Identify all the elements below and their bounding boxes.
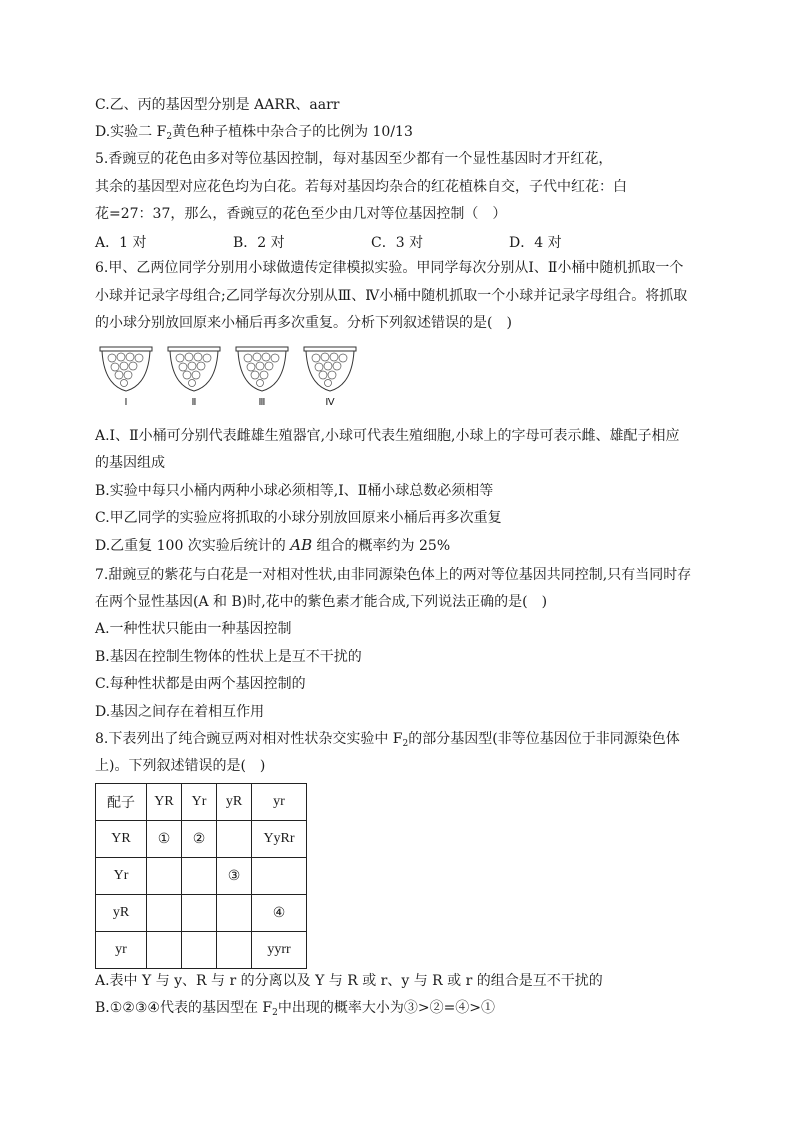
table-row bbox=[96, 784, 307, 821]
bucket-4 bbox=[302, 345, 358, 411]
q5-option-d: D．4 对 bbox=[509, 235, 562, 251]
bucket-icon bbox=[166, 345, 222, 395]
table-cell bbox=[147, 932, 182, 969]
q4-option-d: D.实验二 $F_2$黄色种子植株中杂合子的比例为 10/13 bbox=[95, 124, 413, 142]
table-cell: ② bbox=[182, 821, 217, 858]
q5-options bbox=[95, 232, 705, 250]
table-row bbox=[96, 895, 307, 932]
table-cell bbox=[252, 858, 307, 895]
table-cell: ④ bbox=[252, 895, 307, 932]
table-cell: 配子 bbox=[96, 784, 147, 821]
q6-stem-line2: 小球并记录字母组合;乙同学每次分别从Ⅲ、Ⅳ小桶中随机抓取一个小球并记录字母组合。将抓取 bbox=[95, 288, 688, 304]
q6-option-a-line2: 的基因组成 bbox=[95, 455, 165, 471]
q5-stem-line2: 其余的基因型对应花色均为白花。若每对基因均杂合的红花植株自交，子代中红花：白 bbox=[95, 179, 627, 195]
bucket-3 bbox=[234, 345, 290, 411]
ab-formula: AB bbox=[290, 536, 313, 554]
table-cell: Yr bbox=[182, 784, 217, 821]
bucket-icon bbox=[234, 345, 290, 395]
table-cell: YR bbox=[96, 821, 147, 858]
bucket-2 bbox=[166, 345, 222, 411]
table-cell bbox=[217, 932, 252, 969]
q7-option-d: D.基因之间存在着相互作用 bbox=[95, 704, 265, 720]
table-cell: yr bbox=[252, 784, 307, 821]
table-cell: yR bbox=[217, 784, 252, 821]
gamete-table bbox=[95, 783, 307, 969]
bucket-icon bbox=[98, 345, 154, 395]
table-cell: yyrr bbox=[252, 932, 307, 969]
table-cell: Yr bbox=[96, 858, 147, 895]
q7-option-b: B.基因在控制生物体的性状上是互不干扰的 bbox=[95, 649, 362, 665]
q5-stem-line1: 5.香豌豆的花色由多对等位基因控制，每对基因至少都有一个显性基因时才开红花， bbox=[95, 151, 613, 167]
table-cell: YR bbox=[147, 784, 182, 821]
table-cell: ① bbox=[147, 821, 182, 858]
table-row bbox=[96, 932, 307, 969]
table-cell bbox=[217, 821, 252, 858]
bucket-label: Ⅳ bbox=[325, 397, 335, 408]
table-row bbox=[96, 821, 307, 858]
q5-option-b: B．2 对 bbox=[233, 235, 285, 251]
bucket-label: Ⅰ bbox=[124, 397, 128, 408]
bucket-figure bbox=[98, 345, 358, 415]
table-cell: yR bbox=[96, 895, 147, 932]
q8-stem-line1: 8.下表列出了纯合豌豆两对相对性状杂交实验中 $F_2$的部分基因型(非等位基因位于非同源染色体 bbox=[95, 731, 680, 749]
table-cell bbox=[147, 858, 182, 895]
q6-option-a-line1: A.Ⅰ、Ⅱ小桶可分别代表雌雄生殖器官,小球可代表生殖细胞,小球上的字母可表示雌、雄配子相应 bbox=[95, 428, 680, 444]
q7-stem-line2: 在两个显性基因(A 和 B)时,花中的紫色素才能合成,下列说法正确的是( ) bbox=[95, 594, 548, 610]
q7-option-c: C.每种性状都是由两个基因控制的 bbox=[95, 676, 306, 692]
q7-option-a: A.一种性状只能由一种基因控制 bbox=[95, 621, 292, 637]
q8-option-a: A.表中 Y 与 y、R 与 r 的分离以及 Y 与 R 或 r、y 与 R 或 r 的组合是互不干扰的 bbox=[95, 973, 603, 989]
table-cell: ③ bbox=[217, 858, 252, 895]
bucket-label: Ⅱ bbox=[191, 397, 197, 408]
q6-option-b: B.实验中每只小桶内两种小球必须相等,Ⅰ、Ⅱ桶小球总数必须相等 bbox=[95, 483, 494, 499]
table-cell: yr bbox=[96, 932, 147, 969]
q5-option-a: A．1 对 bbox=[95, 235, 147, 251]
table-cell bbox=[182, 932, 217, 969]
q5-option-c: C．3 对 bbox=[371, 235, 424, 251]
table-cell bbox=[217, 895, 252, 932]
table-cell bbox=[182, 858, 217, 895]
q4-option-c: C.乙、丙的基因型分别是 AARR、aarr bbox=[95, 97, 340, 113]
bucket-icon bbox=[302, 345, 358, 395]
table-cell bbox=[147, 895, 182, 932]
q6-stem-line1: 6.甲、乙两位同学分别用小球做遗传定律模拟实验。甲同学每次分别从Ⅰ、Ⅱ小桶中随机抓取一个 bbox=[95, 260, 684, 276]
table-cell bbox=[182, 895, 217, 932]
table-cell: YyRr bbox=[252, 821, 307, 858]
q8-option-b: B.①②③④代表的基因型在 $F_2$中出现的概率大小为③>②=④>① bbox=[95, 1000, 496, 1018]
q8-stem-line2: 上)。下列叙述错误的是( ) bbox=[95, 758, 266, 774]
q7-stem-line1: 7.甜豌豆的紫花与白花是一对相对性状,由非同源染色体上的两对等位基因共同控制,只有当同时存 bbox=[95, 567, 692, 583]
q6-stem-line3: 的小球分别放回原来小桶后再多次重复。分析下列叙述错误的是( ) bbox=[95, 315, 512, 331]
q6-option-d: D.乙重复 100 次实验后统计的 AB 组合的概率约为 25% bbox=[95, 536, 451, 554]
table-row bbox=[96, 858, 307, 895]
q6-option-c: C.甲乙同学的实验应将抓取的小球分别放回原来小桶后再多次重复 bbox=[95, 510, 502, 526]
bucket-label: Ⅲ bbox=[258, 397, 266, 408]
bucket-1 bbox=[98, 345, 154, 411]
q5-stem-line3: 花=27：37，那么，香豌豆的花色至少由几对等位基因控制（ ） bbox=[95, 206, 507, 222]
